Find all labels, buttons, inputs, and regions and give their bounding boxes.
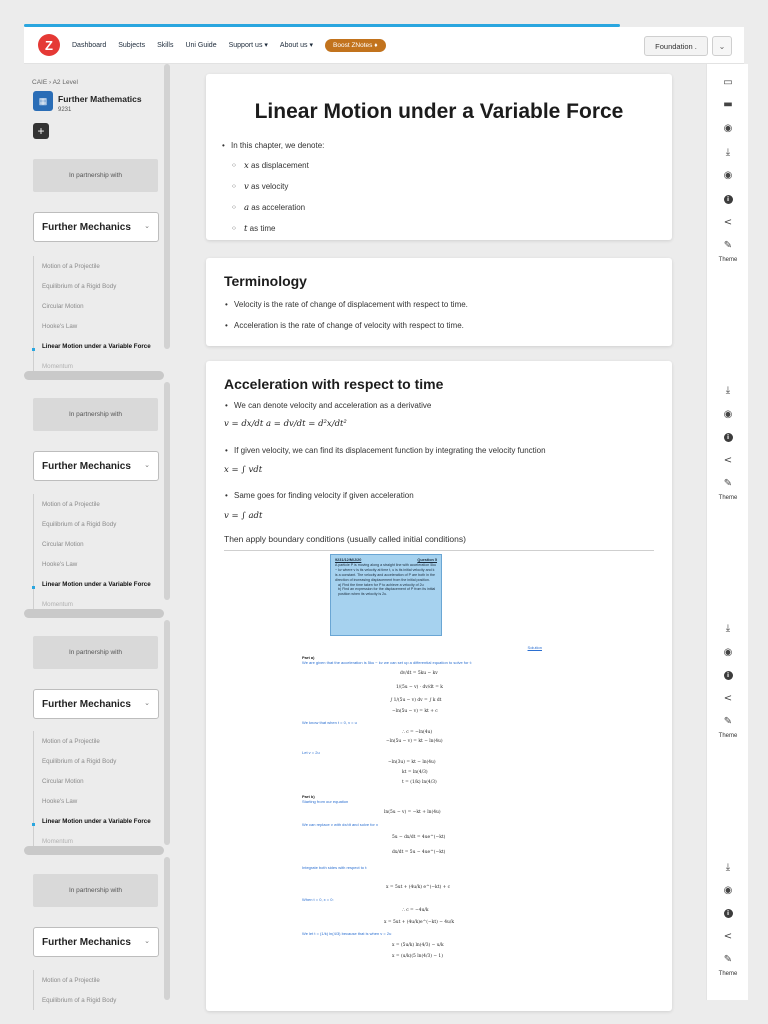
share-icon[interactable]: < [723,692,733,704]
theme-label[interactable]: Theme [718,495,738,501]
horizontal-scrollbar[interactable] [24,609,164,618]
intro-card [206,74,672,240]
boundary-note: Then apply boundary conditions (usually called initial conditions) [224,534,466,544]
nav-dashboard[interactable]: Dashboard [72,41,107,49]
solution-line: dv/dt = 5ku − kv [400,671,438,676]
theme-pen-icon[interactable]: ✎ [723,953,733,965]
solution-line: x = 5ut + (4u/k)e^(−kt) − 4u/k [384,920,455,925]
download-icon[interactable]: ⤓ [725,384,731,396]
level-chevron-icon[interactable]: ⌄ [712,36,732,56]
terminology-item: • Acceleration is the rate of change of velocity with respect to time. [234,321,464,330]
sidebar-scrollbar[interactable] [164,382,170,600]
theme-pen-icon[interactable]: ✎ [723,477,733,489]
dropdown-label: Further Mechanics [42,698,131,710]
dropdown-label: Further Mechanics [42,936,131,948]
topic-list [33,731,163,852]
topic-item-active[interactable]: Linear Motion under a Variable Force [34,337,163,357]
solution-line: Starting from our equation [302,799,349,804]
topic-item[interactable]: Equilibrium of a Rigid Body [42,757,117,765]
question-part-b: b) Find an expression for the displacement of P from its initial position when its velocity is 2u. [338,587,436,597]
solution-line: ∫ 1/(5u − v) dv = ∫ k dt [390,698,442,703]
topic-item[interactable]: Motion of a Projectile [42,737,100,745]
add-button[interactable]: + [33,123,49,139]
topic-item[interactable]: Circular Motion [42,302,84,310]
question-text: A particle P is moving along a straight line with acceleration 5ku − kv where v is its velocity at time t, u is its initial velocity and k is a constant. The velocity and acceleration of P are both in the direction of increasing displacement from the initial position. [335,563,437,582]
solution-line: We let t = (1/k) ln(4/3) because that is when v = 2u [302,931,392,936]
theme-label[interactable]: Theme [718,257,738,263]
solution-line: Part b) [302,794,315,799]
breadcrumb[interactable]: CAIE › A2 Level [32,79,78,86]
subtopic-dropdown[interactable] [33,212,159,242]
subtopic-dropdown[interactable] [33,927,159,957]
nav-skills[interactable]: Skills [157,41,174,49]
info-icon[interactable]: i [707,429,749,445]
solution-title: Solution [527,645,542,650]
left-sidebar [24,64,170,1004]
chevron-down-icon: ⌄ [144,462,150,469]
horizontal-scrollbar[interactable] [24,846,164,855]
boost-znotes-button[interactable]: Boost ZNotes ♦ [325,39,386,52]
horizontal-scrollbar[interactable] [24,371,164,380]
terminology-card [206,258,672,346]
top-navigation [24,27,744,64]
topic-item[interactable]: Equilibrium of a Rigid Body [42,282,117,290]
sidebar-scrollbar[interactable] [164,64,170,349]
main-content [206,64,672,1000]
intro-bullet: • In this chapter, we denote: [231,141,324,150]
solution-line: We are given that the acceleration is 5ku − kv we can set up a differential equation to solve for t: [302,660,472,665]
page-title: Linear Motion under a Variable Force [254,100,624,123]
subtopic-dropdown[interactable] [33,451,159,481]
theme-pen-icon[interactable]: ✎ [723,239,733,251]
accel-bullet: • If given velocity, we can find its displacement function by integrating the velocity function [234,446,546,455]
chevron-down-icon: ⌄ [144,700,150,707]
section-heading: Acceleration with respect to time [224,376,444,392]
worked-solution-image [302,554,560,994]
topic-item[interactable]: Motion of a Projectile [42,500,100,508]
nav-support-us[interactable]: Support us ▾ [228,42,268,49]
topic-item[interactable]: Momentum [42,601,73,609]
flashcards-icon[interactable]: ▬ [723,98,733,110]
topic-item[interactable]: Hooke's Law [42,797,78,805]
topic-item[interactable]: Circular Motion [42,540,84,548]
info-icon[interactable]: i [707,191,749,207]
solution-line: dx/dt = 5u − 4ue^(−kt) [392,850,446,855]
topic-item[interactable]: Hooke's Law [42,560,78,568]
divider [224,550,654,551]
solution-line: −ln(5u − v) = kt + c [392,709,438,714]
section-heading: Terminology [224,273,307,289]
solution-line: ∴ c = −ln(4u) [402,730,433,735]
topic-list [33,256,163,377]
acceleration-card [206,361,672,1011]
solution-line: ∴ c = −4u/k [402,908,429,913]
solution-line: x = (5u/k) ln(4/3) − u/k [392,943,444,948]
topic-item-active[interactable]: Linear Motion under a Variable Force [34,575,163,595]
nav-subjects[interactable]: Subjects [118,41,146,49]
derivative-formula: v = dx/dt a = dv/dt = d²x/dt² [224,419,347,429]
topic-item[interactable]: Circular Motion [42,777,84,785]
topic-item[interactable]: Hooke's Law [42,322,78,330]
question-number: Question 5 [417,558,437,562]
solution-line: x = (u/k)(5 ln(4/3) − 1) [392,954,443,959]
question-code: 9231/12/M/J/20 [335,558,362,562]
share-icon[interactable]: < [723,216,733,228]
sidebar-scrollbar[interactable] [164,857,170,1000]
solution-line: t = (1/k) ln(4/3) [402,780,437,785]
solution-line: Part a) [302,655,315,660]
download-icon[interactable]: ⤓ [725,146,731,158]
topic-item[interactable]: Equilibrium of a Rigid Body [42,520,117,528]
solution-line: Let v = 2u [302,750,320,755]
level-selector[interactable]: Foundation . [644,36,708,56]
topic-list [33,970,163,1010]
chevron-down-icon: ⌄ [144,938,150,945]
info-icon[interactable]: i [707,667,749,683]
discord-icon[interactable]: ◉ [723,122,733,134]
community-icon[interactable]: ◉ [723,884,733,896]
theme-label[interactable]: Theme [718,733,738,739]
solution-line: Integrate both sides with respect to t: [302,865,368,870]
solution-line: ln(5u − v) = −kt + ln(4u) [384,810,441,815]
community-icon[interactable]: ◉ [723,646,733,658]
sidebar-scrollbar[interactable] [164,620,170,845]
terminology-item: • Velocity is the rate of change of displacement with respect to time. [234,300,468,309]
partner-banner: In partnership with [33,874,158,907]
denote-item: ○ x as displacement [244,161,309,171]
accel-bullet: • Same goes for finding velocity if given acceleration [234,491,414,500]
accel-bullet: • We can denote velocity and acceleration as a derivative [234,401,431,410]
theme-pen-icon[interactable]: ✎ [723,715,733,727]
denote-item: ○ t as time [244,224,275,234]
solution-line: 1/(5u − v) · dv/dt = k [396,685,443,690]
subject-code: 9231 [58,107,72,113]
right-tool-rail [706,64,748,1000]
chevron-down-icon: ⌄ [144,223,150,230]
topic-item[interactable]: Equilibrium of a Rigid Body [42,996,117,1004]
question-part-a: a) Find the time taken for P to achieve a velocity of 2u [338,582,424,587]
dropdown-label: Further Mechanics [42,221,131,233]
solution-line: −ln(5u − v) = kt − ln(4u) [386,739,443,744]
partner-banner: In partnership with [33,398,158,431]
subtopic-dropdown[interactable] [33,689,159,719]
question-box [330,554,442,636]
znotes-logo[interactable]: Z [38,34,60,56]
topic-item[interactable]: Momentum [42,363,73,371]
info-icon[interactable]: i [707,905,749,921]
integral-formula: x = ∫ vdt [224,465,263,475]
download-icon[interactable]: ⤓ [725,861,731,873]
solution-line: When t = 0, x = 0: [302,897,334,902]
nav-uni-guide[interactable]: Uni Guide [185,41,217,49]
share-icon[interactable]: < [723,930,733,942]
denote-item: ○ a as acceleration [244,203,305,213]
solution-line: We can replace v with dx/dt and solve for x [302,822,378,827]
topic-list [33,494,163,615]
community-icon[interactable]: ◉ [723,408,733,420]
partner-banner: In partnership with [33,636,158,669]
solution-line: 5u − dx/dt = 4ue^(−kt) [392,835,446,840]
solution-line: −ln(3u) = kt − ln(4u) [388,760,436,765]
integral-formula: v = ∫ adt [224,511,263,521]
solution-line: kt = ln(4/3) [402,770,428,775]
topic-item[interactable]: Momentum [42,838,73,846]
solution-line: x = 5ut + (4u/k) e^(−kt) + c [386,885,451,890]
present-icon[interactable]: ▭ [723,76,733,88]
subject-title: Further Mathematics [58,94,142,104]
topic-item[interactable]: Motion of a Projectile [42,976,100,984]
dropdown-label: Further Mechanics [42,460,131,472]
community-icon[interactable]: ◉ [723,169,733,181]
download-icon[interactable]: ⤓ [725,622,731,634]
partner-banner: In partnership with [33,159,158,192]
calculator-icon: ▦ [33,91,53,111]
share-icon[interactable]: < [723,454,733,466]
solution-line: We know that when t = 0, v = u [302,720,357,725]
denote-item: ○ v as velocity [244,182,288,192]
nav-about-us[interactable]: About us ▾ [279,42,314,49]
theme-label[interactable]: Theme [718,971,738,977]
topic-item[interactable]: Motion of a Projectile [42,262,100,270]
topic-item-active[interactable]: Linear Motion under a Variable Force [34,812,163,832]
